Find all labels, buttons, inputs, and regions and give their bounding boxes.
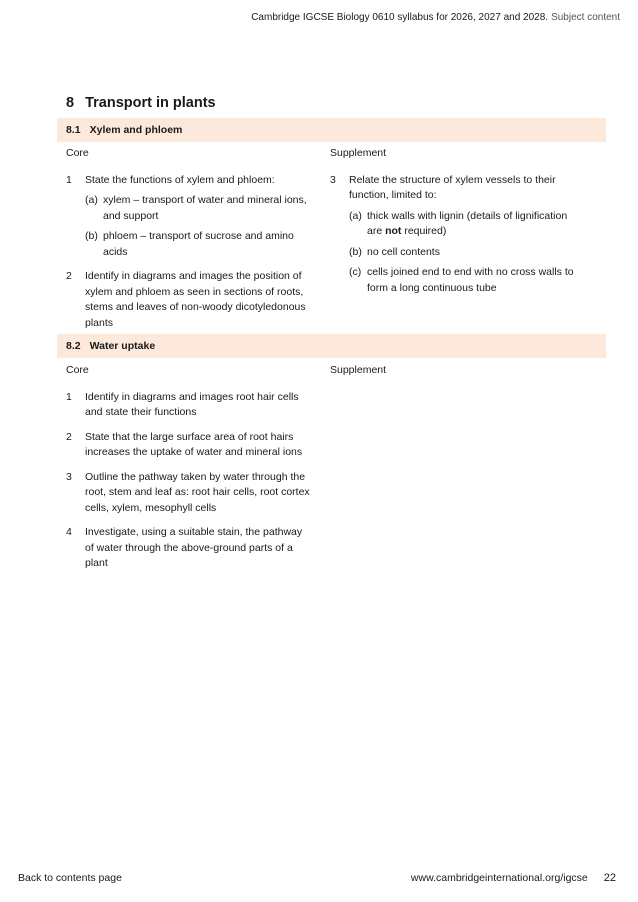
core-column-8-1 [66,146,311,340]
core-heading: Core [66,364,89,376]
list-item [66,470,311,517]
sub-item [349,245,575,261]
core-column-8-2 [66,363,311,581]
item-text: Identify in diagrams and images root hair cells and state their functions [85,390,299,418]
website-link[interactable]: www.cambridgeinternational.org/igcse [410,872,588,884]
item-text: Investigate, using a suitable stain, the pathway of water through the above-ground parts of a plant [85,526,303,569]
core-heading: Core [66,147,89,159]
supplement-column-8-1 [330,146,575,305]
section-number: 8.1 [66,124,81,136]
item-text: State that the large surface area of root hairs increases the uptake of water and mineral ions [85,430,303,458]
section-title: Water uptake [89,340,156,352]
sub-item [85,229,311,260]
sub-item [349,265,575,296]
sub-item-emphasis: not [385,225,402,237]
topic-number: 8 [66,95,75,111]
section-title: Xylem and phloem [89,124,183,136]
item-text: Identify in diagrams and images the position of xylem and phloem as seen in sections of roots, stems and leaves of non-woody dicotyledonous plants [85,270,306,329]
sub-item-text-before: thick walls with lignin (details of lignification are [367,209,568,237]
item-number: 2 [66,430,72,443]
footer-right [411,872,616,884]
sub-item-letter: (b) [349,245,362,258]
item-number: 1 [66,390,72,403]
sub-item-letter: (a) [349,209,362,222]
sub-item-text [367,209,575,240]
sub-item-text: no cell contents [367,245,440,258]
sub-item-letter: (b) [85,230,98,242]
sub-item [349,209,575,240]
item-text: Relate the structure of xylem vessels to their function, limited to: [349,173,556,201]
item-number: 3 [66,470,72,483]
list-item [66,390,311,421]
section-band-8-1 [57,118,606,142]
list-item [66,173,311,261]
item-number: 4 [66,526,72,538]
item-number: 2 [66,270,72,282]
sub-item [85,193,311,224]
list-item [66,525,311,572]
list-item [66,430,311,461]
header-section: Subject content [551,12,620,23]
supplement-heading: Supplement [330,147,387,159]
sub-item-text-after: required) [401,225,447,237]
sub-item-letter: (a) [85,194,98,206]
running-header [251,12,620,23]
topic-title [66,95,216,111]
page-number: 22 [603,872,616,884]
supplement-heading: Supplement [330,364,387,376]
sub-item-text: phloem – transport of sucrose and amino acids [103,230,294,258]
header-title: Cambridge IGCSE Biology 0610 syllabus for 2026, 2027 and 2028. [251,12,549,23]
sub-item-text: xylem – transport of water and mineral ions, and support [103,194,307,222]
section-band-8-2 [57,334,606,358]
supplement-column-8-2 [330,363,575,390]
topic-title-text: Transport in plants [85,95,216,111]
item-number: 3 [330,173,336,186]
sub-item-text: cells joined end to end with no cross walls to form a long continuous tube [367,266,574,294]
back-to-contents-link[interactable]: Back to contents page [18,872,122,884]
item-number: 1 [66,173,72,186]
list-item [330,173,575,297]
sub-item-letter: (c) [349,266,362,278]
item-text: Outline the pathway taken by water through the root, stem and leaf as: root hair cells, root cortex cells, xylem, mesophyll cells [85,470,310,514]
item-text: State the functions of xylem and phloem: [85,173,275,186]
section-number: 8.2 [66,340,81,352]
list-item [66,269,311,331]
